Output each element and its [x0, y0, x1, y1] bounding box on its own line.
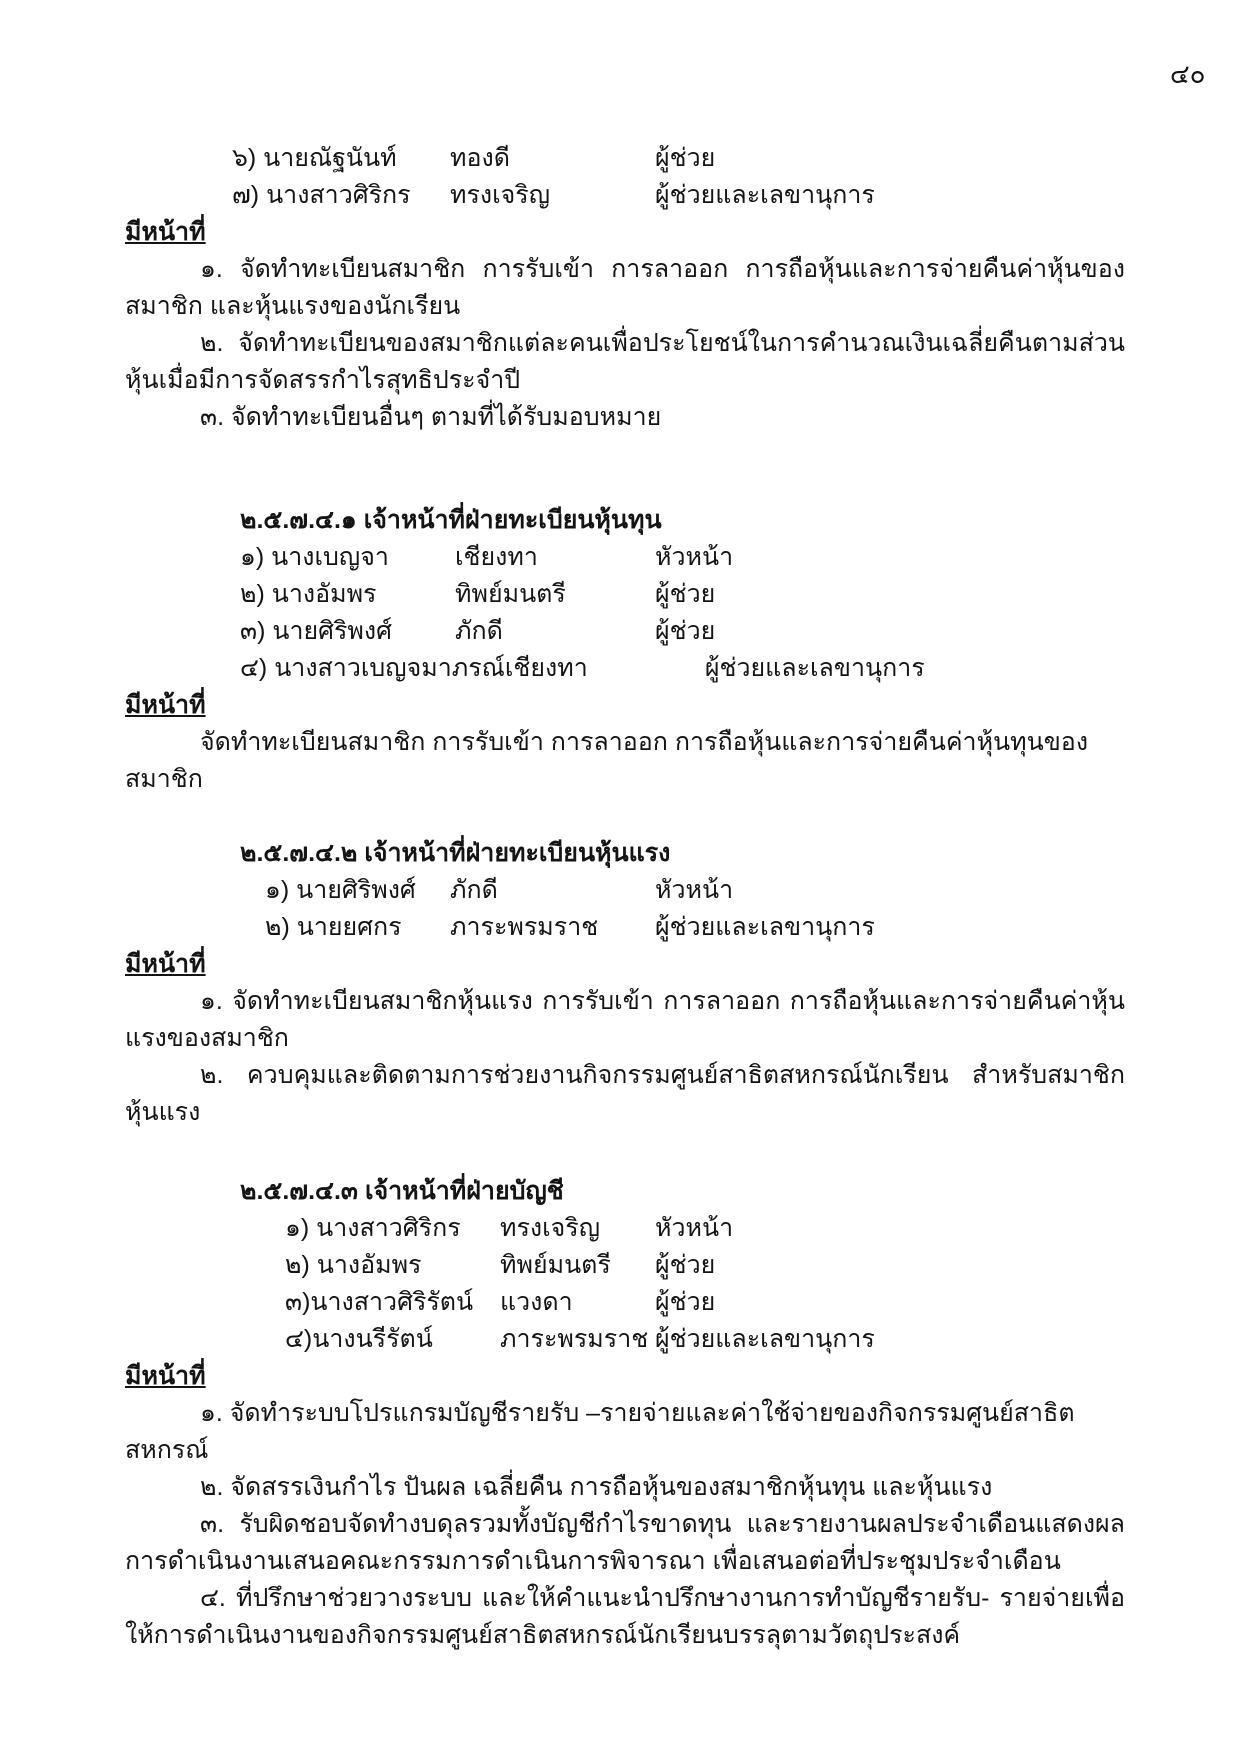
member-row	[125, 650, 1125, 687]
member-name: ๒) นายยศกร	[265, 913, 402, 941]
member-position: หัวหน้า	[655, 543, 734, 571]
member-position: ผู้ช่วยและเลขานุการ	[655, 1325, 875, 1353]
member-surname: เชียงทา	[504, 654, 588, 682]
member-name: ๒) นางอัมพร	[285, 1251, 422, 1279]
duty-item: จัดทำทะเบียนสมาชิก การรับเข้า การลาออก การถือหุ้นและการจ่ายคืนค่าหุ้นทุนของสมาชิก	[125, 728, 1089, 793]
member-position: ผู้ช่วยและเลขานุการ	[655, 181, 875, 209]
section-title-share-capital-registry: ๒.๕.๗.๔.๑ เจ้าหน้าที่ฝ่ายทะเบียนหุ้นทุน	[240, 506, 662, 534]
member-surname: ภาระพรมราช	[500, 1325, 649, 1353]
member-surname: ทรงเจริญ	[450, 181, 551, 209]
member-surname: ภักดี	[450, 876, 498, 904]
member-row	[125, 613, 1125, 650]
member-position: หัวหน้า	[655, 1214, 734, 1242]
member-position: ผู้ช่วยและเลขานุการ	[704, 654, 925, 682]
duties-heading: มีหน้าที่	[125, 691, 206, 719]
page-number: ๔๐	[1170, 59, 1206, 89]
member-row	[125, 576, 1125, 613]
duty-item: ๓. รับผิดชอบจัดทำงบดุลรวมทั้งบัญชีกำไรขาดทุน และรายงานผลประจำเดือนแสดงผลการดำเนินงานเสนอคณะกรรมการดำเนินการพิจารณา เพื่อเสนอต่อที่ประชุมประจำเดือน	[125, 1510, 1125, 1575]
member-row	[125, 872, 1125, 909]
member-surname: ทิพย์มนตรี	[500, 1251, 611, 1279]
member-surname: ทองดี	[450, 144, 510, 172]
member-surname: แวงดา	[500, 1288, 573, 1316]
member-name: ๗) นางสาวศิริกร	[232, 181, 411, 209]
member-surname: ภักดี	[455, 617, 503, 645]
duty-item: ๔. ที่ปรึกษาช่วยวางระบบ และให้คำแนะนำปรึกษางานการทำบัญชีรายรับ- รายจ่ายเพื่อให้การดำเนินงานของกิจกรรมศูนย์สาธิตสหกรณ์นักเรียนบรรลุตามวัตถุประสงค์	[125, 1584, 1125, 1649]
duties-heading: มีหน้าที่	[125, 950, 206, 978]
member-surname: เชียงทา	[455, 543, 538, 571]
duty-item: ๒. จัดสรรเงินกำไร ปันผล เฉลี่ยคืน การถือหุ้นของสมาชิกหุ้นทุน และหุ้นแรง	[200, 1473, 993, 1501]
member-row	[125, 177, 1125, 214]
member-position: ผู้ช่วย	[655, 144, 716, 172]
duties-heading: มีหน้าที่	[125, 1362, 206, 1390]
duty-item: ๒. จัดทำทะเบียนของสมาชิกแต่ละคนเพื่อประโยชน์ในการคำนวณเงินเฉลี่ยคืนตามส่วนหุ้นเมื่อมีการจัดสรรกำไรสุทธิประจำปี	[125, 329, 1125, 394]
member-name: ๑) นางเบญจา	[240, 543, 389, 571]
member-name: ๔)นางนรีรัตน์	[285, 1325, 433, 1353]
member-position: ผู้ช่วย	[655, 1288, 716, 1316]
section-title-labor-share-registry: ๒.๕.๗.๔.๒ เจ้าหน้าที่ฝ่ายทะเบียนหุ้นแรง	[240, 839, 671, 867]
member-row	[125, 909, 1125, 946]
section-c-member-list	[125, 1210, 1125, 1358]
section-a-member-list	[125, 539, 1125, 687]
member-position: ผู้ช่วยและเลขานุการ	[655, 913, 875, 941]
member-row	[125, 1210, 1125, 1247]
document-content	[125, 140, 1125, 1654]
member-name: ๑) นางสาวศิริกร	[285, 1214, 461, 1242]
member-name: ๓)นางสาวศิริรัตน์	[285, 1288, 474, 1316]
member-row	[125, 1321, 1125, 1358]
section-title-accounting: ๒.๕.๗.๔.๓ เจ้าหน้าที่ฝ่ายบัญชี	[240, 1177, 564, 1205]
duties-heading: มีหน้าที่	[125, 218, 206, 246]
member-position: ผู้ช่วย	[655, 617, 716, 645]
intro-member-list	[125, 140, 1125, 214]
member-surname: ทรงเจริญ	[500, 1214, 601, 1242]
member-name: ๑) นายศิริพงศ์	[265, 876, 416, 904]
member-row	[125, 539, 1125, 576]
member-name: ๓) นายศิริพงศ์	[240, 617, 392, 645]
member-row	[125, 140, 1125, 177]
member-row	[125, 1247, 1125, 1284]
duty-item: ๒. ควบคุมและติดตามการช่วยงานกิจกรรมศูนย์สาธิตสหกรณ์นักเรียน สำหรับสมาชิกหุ้นแรง	[125, 1061, 1125, 1126]
member-position: หัวหน้า	[655, 876, 734, 904]
duty-item: ๑. จัดทำทะเบียนสมาชิก การรับเข้า การลาออก การถือหุ้นและการจ่ายคืนค่าหุ้นของสมาชิก และหุ้นแรงของนักเรียน	[125, 255, 1125, 320]
member-name: ๔) นางสาวเบญจมาภรณ์	[240, 654, 505, 682]
section-b-member-list	[125, 872, 1125, 946]
member-surname: ทิพย์มนตรี	[455, 580, 566, 608]
member-name: ๒) นางอัมพร	[240, 580, 377, 608]
member-row	[125, 1284, 1125, 1321]
member-position: ผู้ช่วย	[655, 580, 716, 608]
duty-item: ๑. จัดทำทะเบียนสมาชิกหุ้นแรง การรับเข้า การลาออก การถือหุ้นและการจ่ายคืนค่าหุ้นแรงของสมาชิก	[125, 987, 1125, 1052]
duty-item: ๑. จัดทำระบบโปรแกรมบัญชีรายรับ –รายจ่ายและค่าใช้จ่ายของกิจกรรมศูนย์สาธิตสหกรณ์	[125, 1399, 1075, 1464]
member-position: ผู้ช่วย	[655, 1251, 716, 1279]
member-surname: ภาระพรมราช	[450, 913, 599, 941]
duty-item: ๓. จัดทำทะเบียนอื่นๆ ตามที่ได้รับมอบหมาย	[200, 403, 662, 431]
member-name: ๖) นายณัฐนันท์	[232, 144, 397, 172]
